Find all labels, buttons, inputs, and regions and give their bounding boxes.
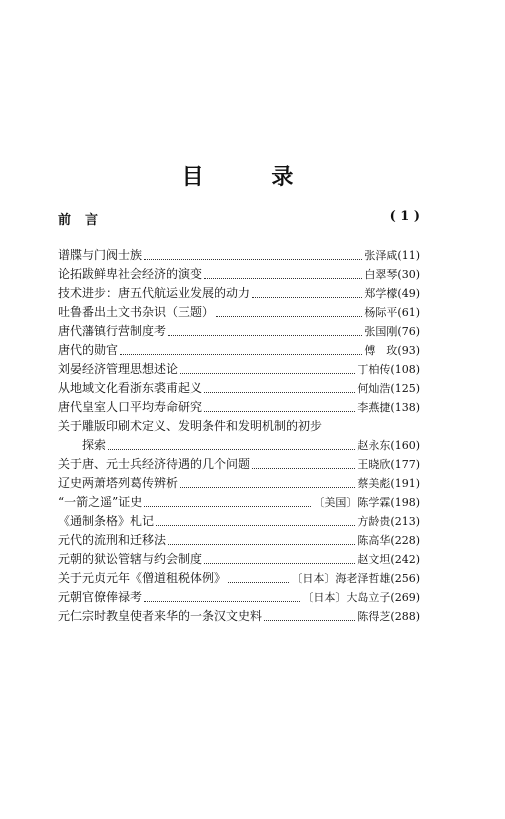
toc-entry-title: 关于唐、元士兵经济待遇的几个问题 [58,457,251,471]
toc-entry-page: (61) [397,306,420,319]
toc-entry-title: 元仁宗时教皇使者来华的一条汉文史料 [58,609,263,623]
preface-page: ( 1 ) [389,209,420,224]
toc-entry [58,512,420,531]
toc-entry-page: (177) [390,458,420,471]
toc-entry-author: 蔡美彪 [357,477,391,490]
toc-entry-title: 辽史两萧塔列葛传辨析 [58,476,179,490]
leader-dots [204,411,355,412]
toc-entry-author: 方龄贵 [357,515,391,528]
toc-entry-title: 唐代皇室人口平均寿命研究 [58,400,203,414]
toc-entry-page: (30) [397,268,420,281]
toc-entry-title: 刘晏经济管理思想述论 [58,362,179,376]
toc-entry-author: 傅 玫 [364,344,398,357]
toc-entry-page: (160) [390,439,420,452]
leader-dots [216,316,362,317]
toc-entry-page: (108) [390,363,420,376]
toc-entry-author: 郑学檬 [364,287,398,300]
leader-dots [204,278,362,279]
toc-entry-title: 关于元贞元年《僧道租税体例》 [58,571,227,585]
toc-entry-page: (11) [397,249,420,262]
toc-entry [58,303,420,322]
toc-entry-author: 赵永东 [357,439,391,452]
toc-entry [58,474,420,493]
toc-entry-title: 元朝的狱讼管辖与约会制度 [58,552,203,566]
toc-entry-page: (198) [390,496,420,509]
toc-entry-author: 王晓欣 [357,458,391,471]
toc-entry-author: 何灿浩 [357,382,391,395]
toc-entry-page: (49) [397,287,420,300]
leader-dots [144,506,311,507]
toc-entry-page: (213) [390,515,420,528]
toc-entry-page: (288) [390,610,420,623]
toc-entry [58,341,420,360]
toc-entry-page: (93) [397,344,420,357]
toc-entry-author: 杨际平 [364,306,398,319]
leader-dots [156,525,355,526]
toc-entry [58,455,420,474]
toc-entry-title: 元代的流刑和迁移法 [58,533,167,547]
toc-entry-title: 论拓跋鲜卑社会经济的演变 [58,267,203,281]
leader-dots [264,620,355,621]
leader-dots [204,392,355,393]
toc-entry [58,550,420,569]
toc-entry-page: (228) [390,534,420,547]
toc-entry-title: 关于雕版印刷术定义、发明条件和发明机制的初步 [58,419,323,433]
toc-entry [58,360,420,379]
leader-dots [204,563,355,564]
toc-entry-author: 丁柏传 [357,363,391,376]
toc-entry-author: 〔日本〕大岛立子 [302,591,391,604]
toc-entry [58,265,420,284]
toc-entry-author: 李燕捷 [357,401,391,414]
toc-entry [58,398,420,417]
toc-entry [58,417,420,436]
toc-entry-author: 赵文坦 [357,553,391,566]
toc-entry-title: 从地域文化看浙东裘甫起义 [58,381,203,395]
toc-entry [58,284,420,303]
table-of-contents [58,246,420,626]
leader-dots [180,487,355,488]
toc-entry-title: 探索 [82,438,107,452]
toc-entry-page: (125) [390,382,420,395]
toc-entry [58,607,420,626]
toc-entry-page: (191) [390,477,420,490]
toc-entry-page: (138) [390,401,420,414]
toc-entry-page: (256) [390,572,420,585]
toc-entry-page: (242) [390,553,420,566]
toc-entry-author: 〔日本〕海老泽哲雄 [291,572,391,585]
toc-entry-title: 技术进步：唐五代航运业发展的动力 [58,286,251,300]
toc-entry [58,436,420,455]
toc-entry-page: (269) [390,591,420,604]
leader-dots [252,297,362,298]
leader-dots [108,449,355,450]
toc-entry-title: 《通制条格》札记 [58,514,155,528]
leader-dots [168,335,362,336]
toc-entry [58,531,420,550]
toc-entry [58,246,420,265]
toc-entry-title: 元朝官僚俸禄考 [58,590,143,604]
toc-entry-author: 张泽咸 [364,249,398,262]
leader-dots [168,544,355,545]
toc-entry-author: 陈得芝 [357,610,391,623]
toc-entry-title: 唐代藩镇行营制度考 [58,324,167,338]
leader-dots [252,468,355,469]
leader-dots [228,582,289,583]
preface-label: 前言 [58,213,113,228]
toc-entry-title: 谱牒与门阀士族 [58,248,143,262]
toc-entry-title: 唐代的勋官 [58,343,119,357]
toc-entry [58,322,420,341]
leader-dots [144,601,300,602]
leader-dots [144,259,362,260]
toc-entry-title: 吐鲁番出土文书杂识（三题） [58,305,215,319]
toc-entry-author: 张国刚 [364,325,398,338]
toc-entry-author: 白翠琴 [364,268,398,281]
toc-entry [58,588,420,607]
toc-entry [58,379,420,398]
leader-dots [180,373,355,374]
toc-entry-author: 〔美国〕陈学霖 [313,496,391,509]
toc-entry-page: (76) [397,325,420,338]
toc-entry [58,493,420,512]
leader-dots [120,354,362,355]
preface-entry [58,209,420,228]
page-title: 目 录 [181,164,324,190]
toc-entry-title: “一箭之遥”证史 [58,495,143,509]
toc-entry [58,569,420,588]
toc-entry-author: 陈高华 [357,534,391,547]
